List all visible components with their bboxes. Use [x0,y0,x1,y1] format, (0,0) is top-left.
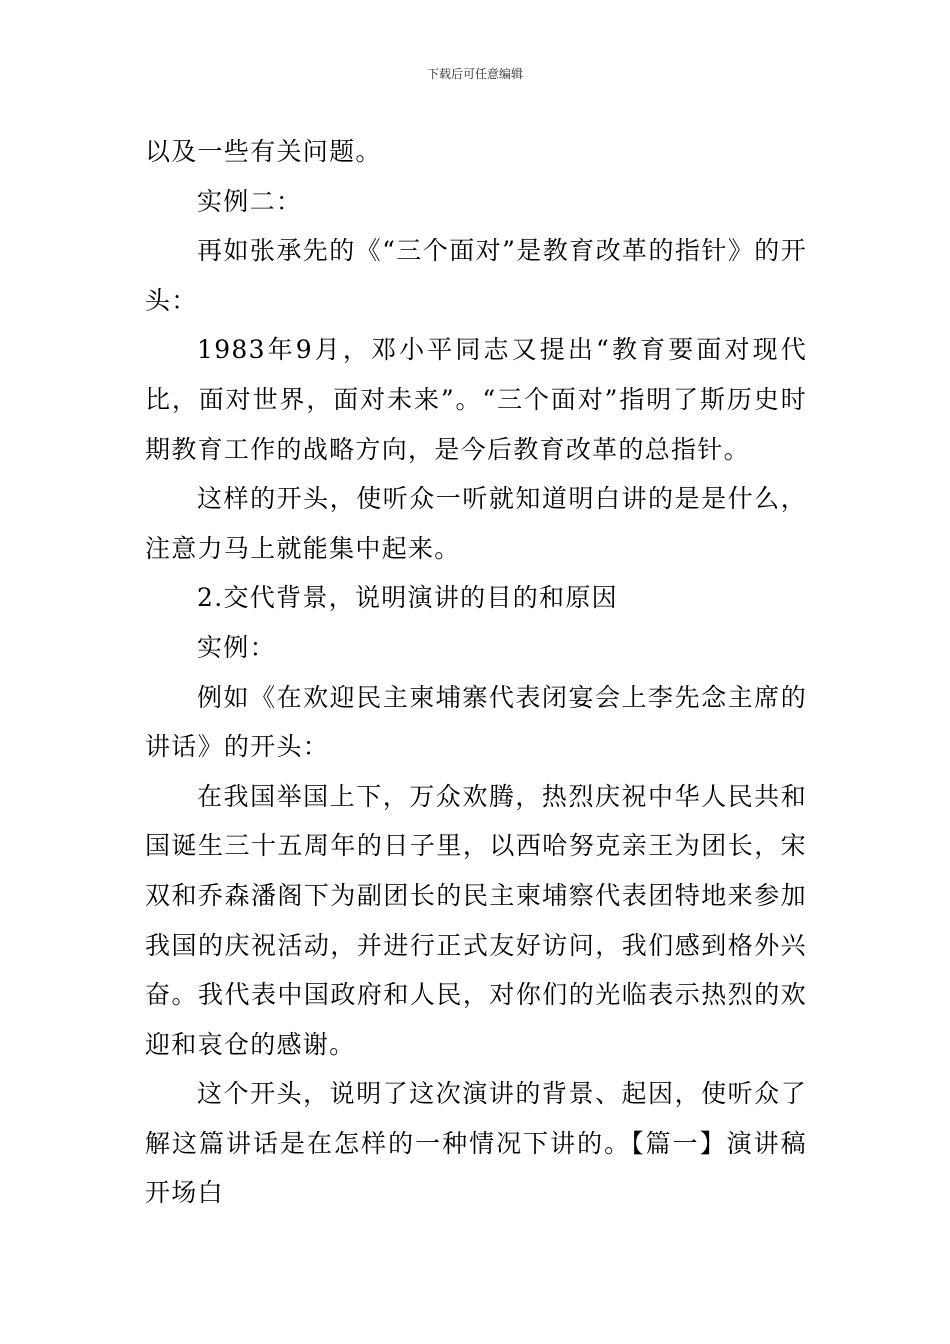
paragraph: 这个开头，说明了这次演讲的背景、起因，使听众了解这篇讲话是在怎样的一种情况下讲的。【篇一】演讲稿开场白 [145,1079,807,1208]
paragraph: 例如《在欢迎民主柬埔寨代表闭宴会上李先念主席的讲话》的开头： [145,682,807,762]
page-header-note: 下载后可任意编辑 [426,67,523,81]
paragraph: 这样的开头，使听众一听就知道明白讲的是是什么，注意力马上就能集中起来。 [145,484,807,563]
paragraph: 2.交代背景，说明演讲的目的和原因 [197,583,618,613]
paragraph: 在我国举国上下，万众欢腾，热烈庆祝中华人民共和国诞生三十五周年的日子里，以西哈努克亲王为团长，宋双和乔森潘阁下为副团长的民主柬埔察代表团特地来参加我国的庆祝活动，并进行正式友好访问，我们感到格外兴奋。我代表中国政府和人民，对你们的光临表示热烈的欢迎和哀仓的感谢。 [145,781,807,1059]
paragraph: 1983年9月，邓小平同志又提出“教育要面对现代比，面对世界，面对未来”。“三个面对”指明了斯历史时期教育工作的战略方向，是今后教育改革的总指针。 [145,335,807,464]
document-body [145,127,807,1218]
paragraph: 实例： [197,632,276,662]
paragraph: 以及一些有关问题。 [145,137,382,166]
paragraph: 再如张承先的《“三个面对”是教育改革的指针》的开头： [145,236,807,315]
paragraph: 实例二： [197,186,303,216]
